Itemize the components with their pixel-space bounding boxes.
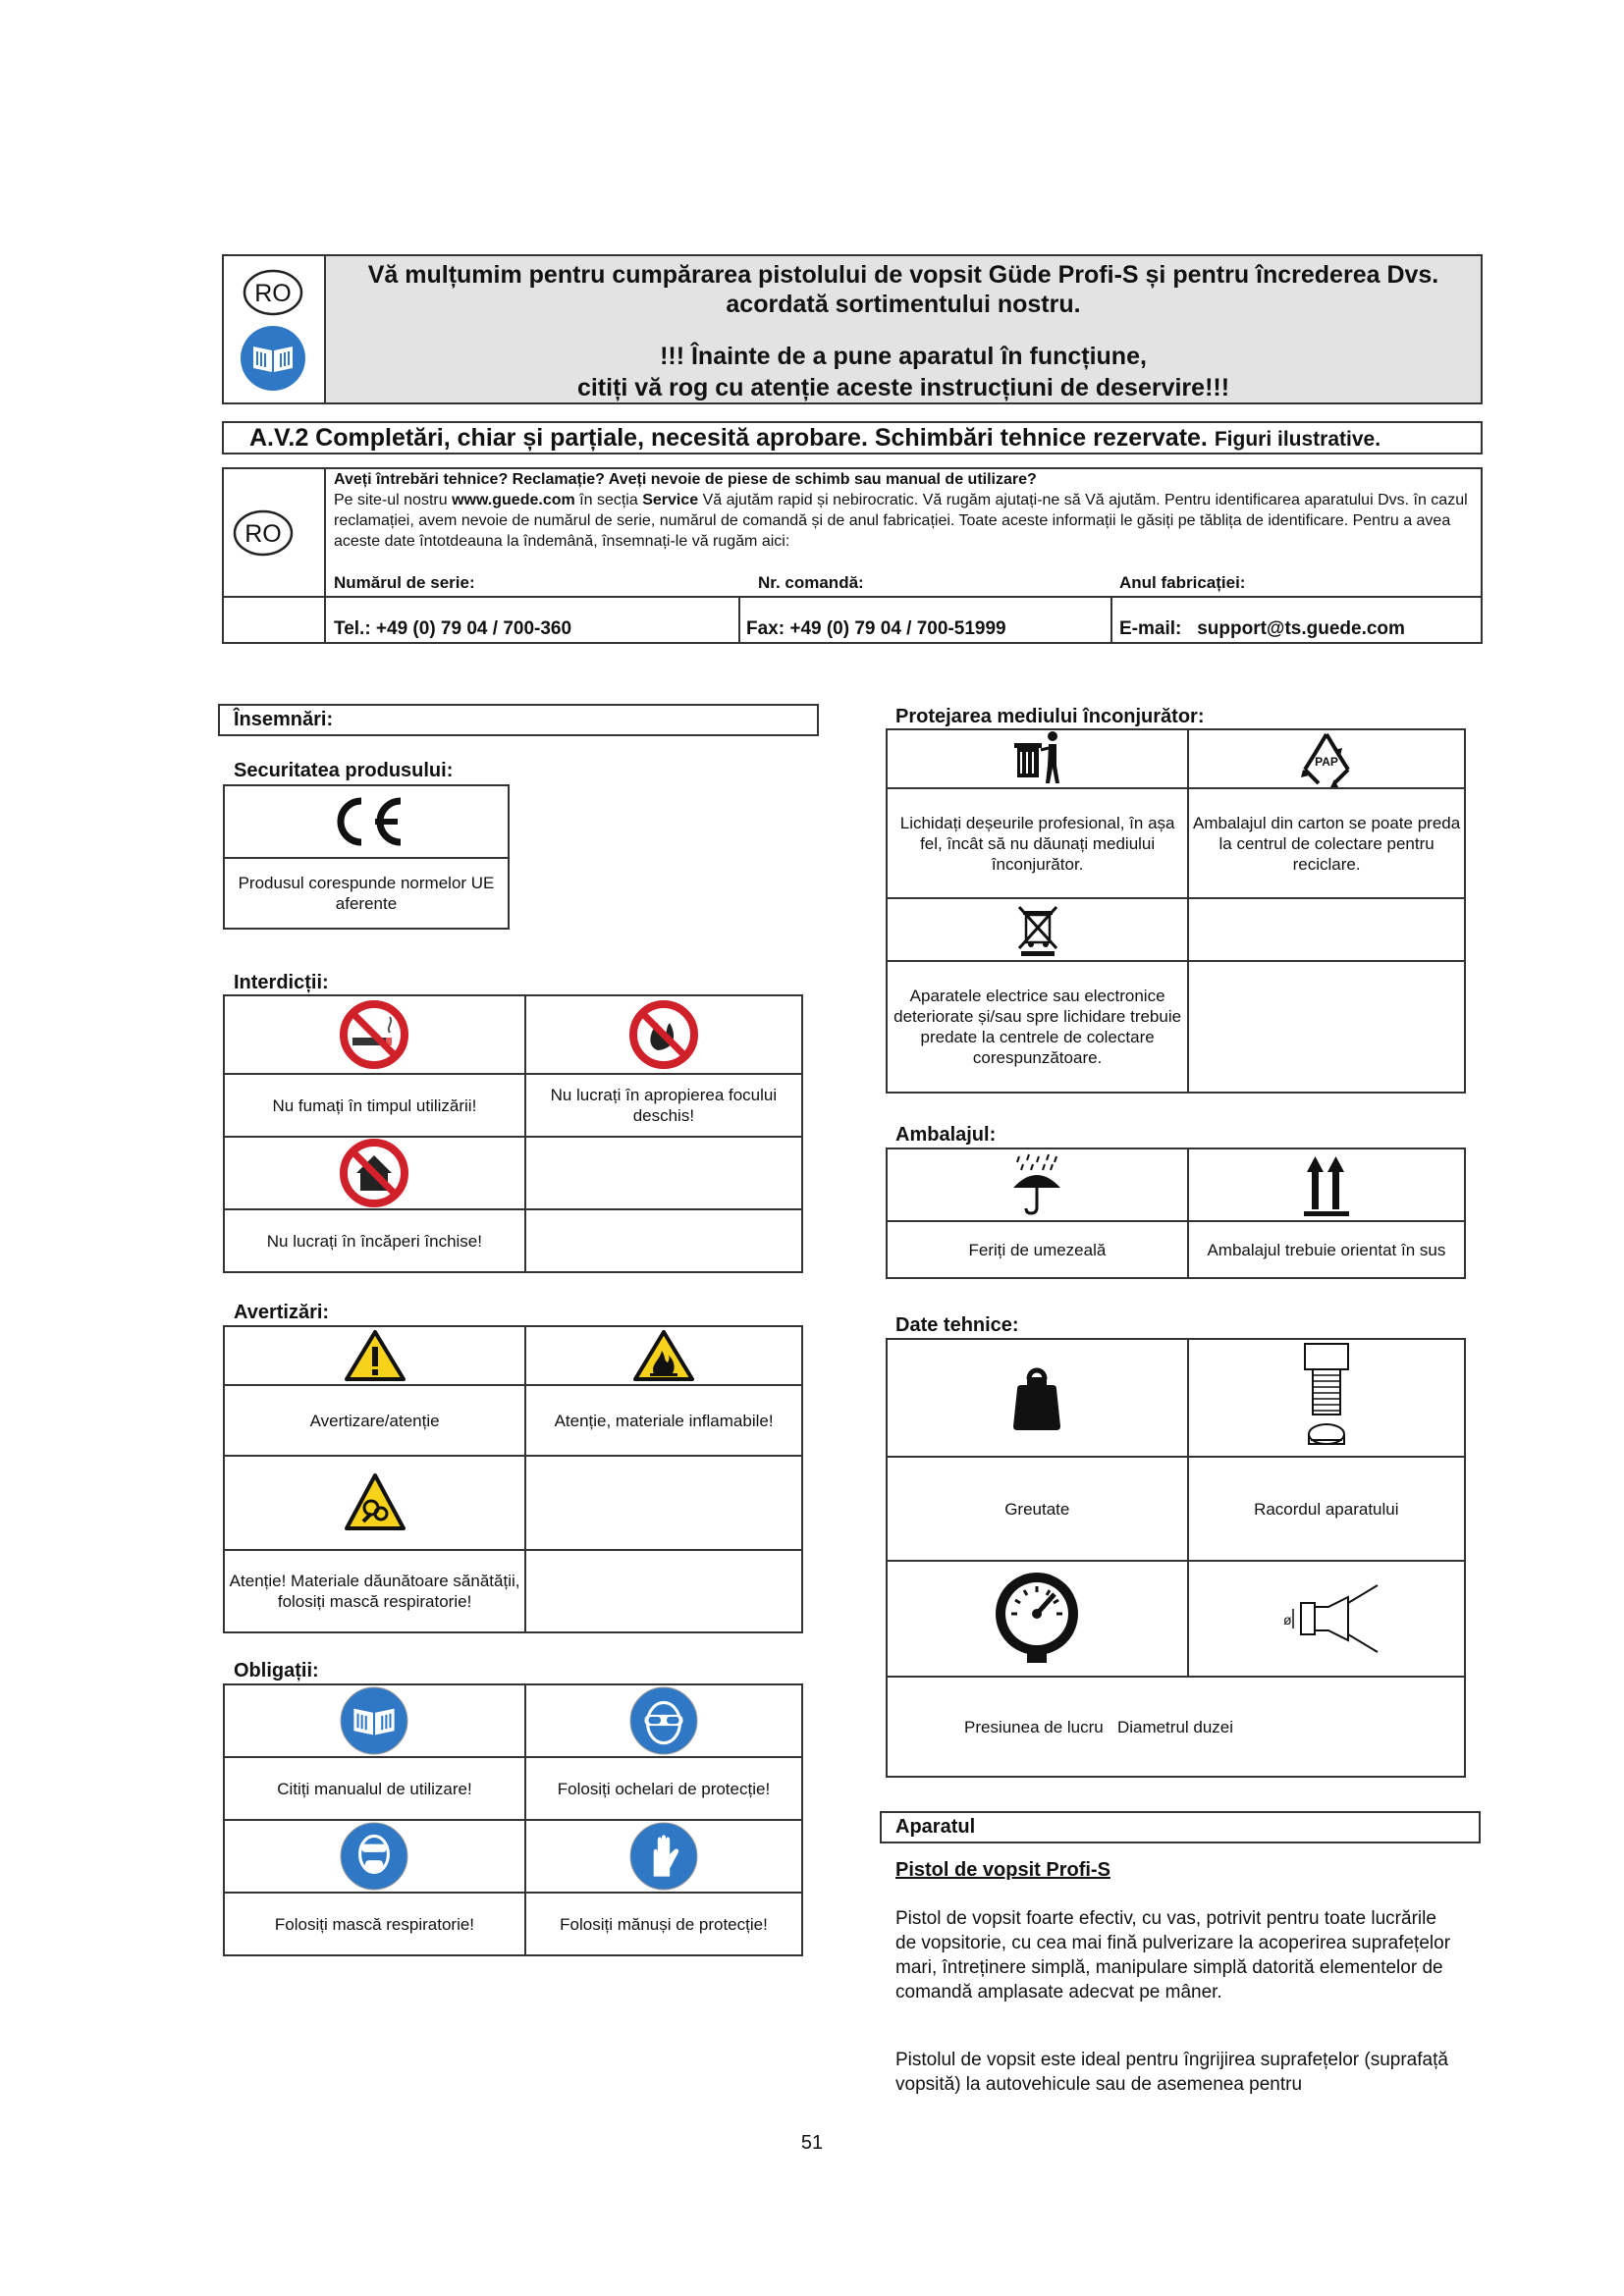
- gloves-text: Folosiți mănuși de protecție!: [525, 1893, 802, 1955]
- safety-heading: Securitatea produsului:: [234, 760, 454, 781]
- notes-title: Însemnări:: [218, 704, 819, 736]
- harmful-icon: [344, 1472, 406, 1533]
- header-box: [222, 254, 1483, 404]
- fax-number: Fax: +49 (0) 79 04 / 700-51999: [746, 618, 1006, 639]
- obligations-table: [223, 1683, 803, 1956]
- no-closed-text: Nu lucrați în încăperi închise!: [224, 1209, 525, 1272]
- ro-badge-icon: [232, 508, 295, 558]
- warning-icon: [344, 1329, 406, 1382]
- weight-text: Greutate: [887, 1457, 1188, 1561]
- contact-box: [222, 467, 1483, 644]
- device-paragraph-1: Pistol de vopsit foarte efectiv, cu vas, potrivit pentru toate lucrările de vopsitorie, cu cea mai fină pulverizare la acoperirea suprafețelor mari, întreținere simplă, manipulare simplă datorită elementelor de comandă amplasate adecvat pe mâner.: [895, 1908, 1451, 2002]
- packaging-table: [886, 1148, 1466, 1279]
- nozzle-diameter-icon: [1268, 1583, 1385, 1654]
- approval-line: A.V.2 Completări, chiar și parțiale, necesită aprobare. Schimbări tehnice rezervate. Figuri ilustrative.: [222, 421, 1483, 454]
- serial-label: Numărul de serie:: [334, 573, 475, 592]
- nozzle-text: Diametrul duzei: [1116, 1717, 1234, 1736]
- packaging-heading: Ambalajul:: [895, 1124, 997, 1146]
- obligations-heading: Obligații:: [234, 1660, 319, 1682]
- tech-table: [886, 1338, 1466, 1778]
- goggles-icon: [629, 1686, 698, 1755]
- page-number: 51: [800, 2132, 824, 2154]
- no-smoking-icon: [339, 999, 409, 1070]
- device-paragraph-2: Pistolul de vopsit este ideal pentru îngrijirea suprafețelor (suprafață vopsită) la autovehicule sau de asemenea pentru: [895, 2050, 1448, 2095]
- flammable-icon: [632, 1329, 695, 1382]
- pressure-gauge-icon: [992, 1571, 1082, 1667]
- ce-mark-icon: [326, 793, 406, 850]
- prohibitions-table: [223, 994, 803, 1273]
- flammable-text: Atenție, materiale inflamabile!: [525, 1385, 802, 1456]
- device-subheading: Pistol de vopsit Profi-S: [895, 1859, 1110, 1881]
- upright-text: Ambalajul trebuie orientat în sus: [1188, 1221, 1465, 1278]
- ro-badge-icon: [242, 268, 304, 317]
- contact-info: Aveți întrebări tehnice? Reclamație? Aveți nevoie de piese de schimb sau manual de utilizare? Pe site-ul nostru www.guede.com în secția Service Vă ajutăm rapid și nebirocratic. Vă rugăm ajutați-ne să Vă ajutăm. Pentru identificarea aparatului Dvs. în cazul reclamației, avem nevoie de numărul de serie, numărul de comandă și de anul fabricației. Toate aceste informații le găsiți pe tăblița de identificare. Pentru a avea aceste date întotdeauna la îndemână, însemnați-le vă rugăm aici:: [334, 471, 1468, 550]
- device-heading: Aparatul: [880, 1811, 1481, 1843]
- read-warning-text: !!! Înainte de a pune aparatul în funcțiune, citiți vă rog cu atenție aceste instrucțiuni de deservire!!!: [576, 343, 1230, 401]
- goggles-text: Folosiți ochelari de protecție!: [525, 1757, 802, 1820]
- no-closed-room-icon: [339, 1138, 409, 1208]
- keep-dry-umbrella-icon: [1007, 1152, 1066, 1217]
- connector-text: Racordul aparatului: [1188, 1457, 1465, 1561]
- svg-text:PAP: PAP: [1315, 755, 1339, 769]
- environment-heading: Protejarea mediului înconjurător:: [895, 706, 1205, 727]
- svg-text:ø: ø: [1282, 1612, 1292, 1628]
- site-url[interactable]: www.guede.com: [452, 492, 575, 508]
- environment-table: [886, 728, 1466, 1094]
- gloves-icon: [629, 1822, 698, 1891]
- warnings-table: [223, 1325, 803, 1633]
- electronics-text: Aparatele electrice sau electronice deteriorate și/sau spre lichidare trebuie predate la centrele de colectare corespunzătoare.: [887, 961, 1188, 1093]
- svg-text:RO: RO: [254, 280, 292, 307]
- warnings-heading: Avertizări:: [234, 1302, 330, 1323]
- year-label: Anul fabricației:: [1119, 573, 1246, 592]
- order-label: Nr. comandă:: [758, 573, 864, 592]
- pressure-text: Presiunea de lucru: [964, 1717, 1104, 1736]
- no-smoking-text: Nu fumați în timpul utilizării!: [224, 1074, 525, 1137]
- header-icon-cell: [224, 256, 324, 402]
- no-fire-text: Nu lucrați în apropierea focului deschis!: [525, 1074, 802, 1137]
- weight-icon: [1007, 1363, 1066, 1432]
- waste-text: Lichidați deșeurile profesional, în așa fel, încât să nu dăunați mediului înconjurător.: [887, 788, 1188, 898]
- respirator-mask-icon: [340, 1822, 408, 1891]
- warning-text: Avertizare/atenție: [224, 1385, 525, 1456]
- contact-row-line: [224, 596, 1481, 598]
- weee-bin-icon: [1015, 903, 1060, 956]
- recycle-pap-icon: [1295, 730, 1358, 787]
- contact-divider: [324, 469, 326, 642]
- pressure-nozzle-labels: [887, 1677, 1465, 1777]
- tel-number: Tel.: +49 (0) 79 04 / 700-360: [334, 618, 572, 639]
- this-side-up-icon: [1302, 1152, 1351, 1217]
- humidity-text: Feriți de umezeală: [887, 1221, 1188, 1278]
- thanks-text: Vă mulțumim pentru cumpărarea pistolului de vopsit Güde Profi-S și pentru încrederea Dvs. acordată sortimentului nostru.: [367, 261, 1439, 318]
- ce-text: Produsul corespunde normelor UE aferente: [224, 858, 509, 929]
- email-link[interactable]: support@ts.guede.com: [1197, 618, 1405, 639]
- no-open-flame-icon: [628, 999, 699, 1070]
- cardboard-text: Ambalajul din carton se poate preda la centrul de colectare pentru reciclare.: [1188, 788, 1465, 898]
- tech-heading: Date tehnice:: [895, 1314, 1019, 1336]
- ce-cell: [224, 785, 509, 858]
- mask-text: Folosiți mască respiratorie!: [224, 1893, 525, 1955]
- svg-text:RO: RO: [244, 520, 282, 548]
- email-block: E-mail: support@ts.guede.com: [1119, 618, 1405, 639]
- harmful-text: Atenție! Materiale dăunătoare sănătății, folosiți mască respiratorie!: [224, 1550, 525, 1632]
- prohibitions-heading: Interdicții:: [234, 972, 329, 993]
- waste-bin-icon: [1011, 730, 1064, 787]
- read-manual-text: Citiți manualul de utilizare!: [224, 1757, 525, 1820]
- connector-icon: [1297, 1342, 1356, 1454]
- read-manual-icon: [240, 325, 306, 392]
- safety-table: [223, 784, 510, 930]
- read-manual-icon: [340, 1686, 408, 1755]
